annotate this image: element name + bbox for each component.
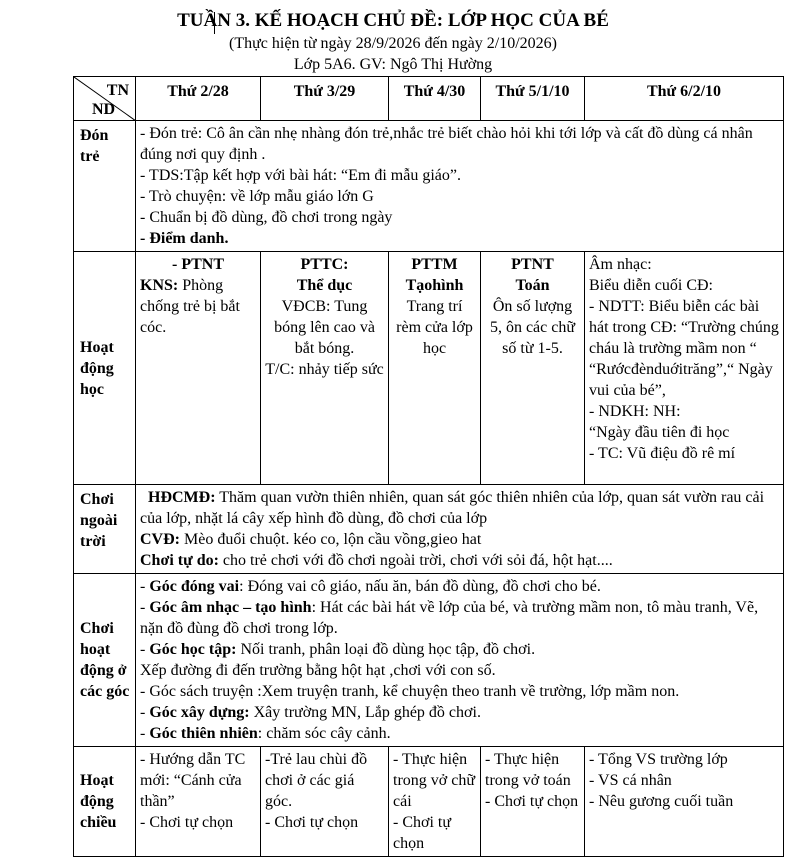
chieu-line: - Chơi tự chọn (485, 793, 579, 810)
chieu-line: - Chơi tự chọn (140, 814, 234, 831)
chieu-wed-cell (389, 747, 481, 857)
don-tre-line: - Trò chuyện: về lớp mẫu giáo lớn G (140, 188, 374, 205)
ctd-text: cho trẻ chơi với đồ chơi ngoài trời, chơi với sỏi đá, hột hạt.... (218, 552, 613, 569)
hoc-fri-line: - NDTT: Biểu biễn các bài hát trong CĐ: “Trường chúng cháu là trường mầm non “ “Rướcđènduớitrăng”,“ Ngày vui của bé”, (589, 298, 779, 399)
table-header-row (74, 77, 784, 121)
row-choi-goc (74, 574, 784, 747)
row-don-tre (74, 121, 784, 252)
hoc-tue-topic: Thể dục (296, 277, 353, 294)
goc-item: - Góc âm nhạc – tạo hình: Hát các bài hát về lớp của bé, và trường mầm non, tô màu tranh, Vẽ, nặn đồ đùng đồ chơi trong lớp. (140, 599, 759, 637)
corner-tn: TN (106, 82, 129, 99)
chieu-thu-cell (481, 747, 585, 857)
day-header-tue: Thứ 3/29 (261, 77, 389, 121)
hoc-wed-subject: PTTM (411, 256, 458, 273)
hoc-mon-cell (136, 252, 261, 485)
chieu-fri-cell (585, 747, 784, 857)
hoc-thu-topic: Toán (515, 277, 550, 294)
goc-item: - Góc học tập: Nối tranh, phân loại đồ dùng học tập, đồ chơi. (140, 641, 536, 658)
corner-nd: ND (92, 101, 116, 118)
hoc-thu-content: Ôn số lượng 5, ôn các chữ số từ 1-5. (489, 298, 576, 357)
hoc-thu-cell (481, 252, 585, 485)
row-choi-ngoai-troi (74, 485, 784, 574)
hoc-tue-subject: PTTC: (300, 256, 349, 273)
choi-ngoai-troi-content (136, 485, 784, 574)
goc-item: - Góc đóng vai: Đóng vai cô giáo, nấu ăn, bán đồ dùng, đồ chơi cho bé. (140, 578, 601, 595)
goc-item: - Góc sách truyện :Xem truyện tranh, kể chuyện theo tranh về trường, lớp mầm non. (140, 683, 680, 700)
hoc-wed-topic: Tạohình (405, 277, 464, 294)
weekly-plan-table (73, 76, 784, 857)
hoc-fri-line: - NDKH: NH: (589, 403, 681, 420)
hoc-thu-subject: PTNT (511, 256, 554, 273)
chieu-line: -Trẻ lau chùi đồ chơi ở các giá góc. (265, 751, 368, 810)
hoc-mon-content: Phòng chống trẻ bị bắt cóc. (140, 277, 240, 336)
goc-item: Xếp đường đi đến trường bằng hột hạt ,chơi với con số. (140, 662, 496, 679)
hdcmd-text: Thăm quan vườn thiên nhiên, quan sát góc thiên nhiên của lớp, quan sát vườn rau cải của lớp, nhặt lá cây xếp hình đồ dùng, đồ chơi của lớp (140, 489, 765, 527)
date-range: (Thực hiện từ ngày 28/9/2026 đến ngày 2/10/2026) (229, 35, 557, 52)
page-title: TUẦN 3. KẾ HOẠCH CHỦ ĐỀ: LỚP HỌC CỦA BÉ (177, 10, 609, 31)
chieu-line: - VS cá nhân (589, 772, 672, 789)
row-label-choi-ngoai-troi: Chơi ngoài trời (74, 485, 136, 574)
day-header-fri: Thứ 6/2/10 (585, 77, 784, 121)
chieu-mon-cell (136, 747, 261, 857)
row-label-hoat-dong-hoc: Hoạt động học (74, 252, 136, 485)
hoc-wed-content: Trang trí rèm cửa lớp học (396, 298, 473, 357)
chieu-line: - Hướng dẫn TC mới: “Cánh cửa thần” (140, 751, 246, 810)
chieu-line: - Nêu gương cuối tuần (589, 793, 734, 810)
chieu-line: - Thực hiện trong vở toán (485, 751, 571, 789)
hoc-tue-cell (261, 252, 389, 485)
hoc-tue-extra: T/C: nhảy tiếp sức (265, 361, 384, 378)
row-hoat-dong-chieu (74, 747, 784, 857)
chieu-line: - Thực hiện trong vở chữ cái (393, 751, 476, 810)
hoc-wed-cell (389, 252, 481, 485)
choi-goc-content (136, 574, 784, 747)
chieu-tue-cell (261, 747, 389, 857)
hoc-fri-line: “Ngày đầu tiên đi học (589, 424, 730, 441)
hoc-mon-subject: - PTNT (172, 256, 224, 273)
goc-item: - Góc thiên nhiên: chăm sóc cây cảnh. (140, 725, 391, 742)
don-tre-line: - TDS:Tập kết hợp với bài hát: “Em đi mẫu giáo”. (140, 167, 461, 184)
don-tre-line: - Đón trẻ: Cô ân cần nhẹ nhàng đón trẻ,nhắc trẻ biết chào hỏi khi tới lớp và cất đồ dùng cá nhân đúng nơi quy định . (140, 125, 753, 163)
day-header-wed: Thứ 4/30 (389, 77, 481, 121)
ctd-label: Chơi tự do: (140, 552, 219, 569)
row-label-hoat-dong-chieu: Hoạt động chiều (74, 747, 136, 857)
row-hoat-dong-hoc (74, 252, 784, 485)
cvd-text: Mèo đuổi chuột. kéo co, lộn cầu vồng,gieo hat (180, 531, 482, 548)
chieu-line: - Chơi tự chọn (265, 814, 359, 831)
day-header-mon: Thứ 2/28 (136, 77, 261, 121)
hoc-fri-line: Biểu diễn cuối CĐ: (589, 277, 713, 294)
hoc-tue-content: VĐCB: Tung bóng lên cao và bắt bóng. (274, 298, 375, 357)
hoc-fri-line: - TC: Vũ điệu đồ rê mí (589, 445, 736, 462)
don-tre-content (136, 121, 784, 252)
chieu-line: - Tổng VS trường lớp (589, 751, 728, 768)
class-info: Lớp 5A6. GV: Ngô Thị Hường (293, 56, 493, 73)
day-header-thu: Thứ 5/1/10 (481, 77, 585, 121)
goc-item: - Góc xây dựng: Xây trường MN, Lắp ghép đồ chơi. (140, 704, 481, 721)
chieu-line: - Chơi tự chọn (393, 814, 452, 852)
hoc-fri-line: Âm nhạc: (589, 256, 652, 273)
hoc-mon-topic: KNS: (140, 277, 179, 294)
corner-cell (74, 77, 136, 121)
row-label-don-tre: Đón trẻ (74, 121, 136, 252)
don-tre-line: - Chuẩn bị đồ dùng, đồ chơi trong ngày (140, 209, 393, 226)
row-label-choi-goc: Chơi hoạt động ở các góc (74, 574, 136, 747)
don-tre-line: - Điểm danh. (140, 230, 229, 247)
hoc-fri-cell (585, 252, 784, 485)
cvd-label: CVĐ: (140, 531, 180, 548)
hdcmd-label: HĐCMĐ: (148, 489, 216, 506)
